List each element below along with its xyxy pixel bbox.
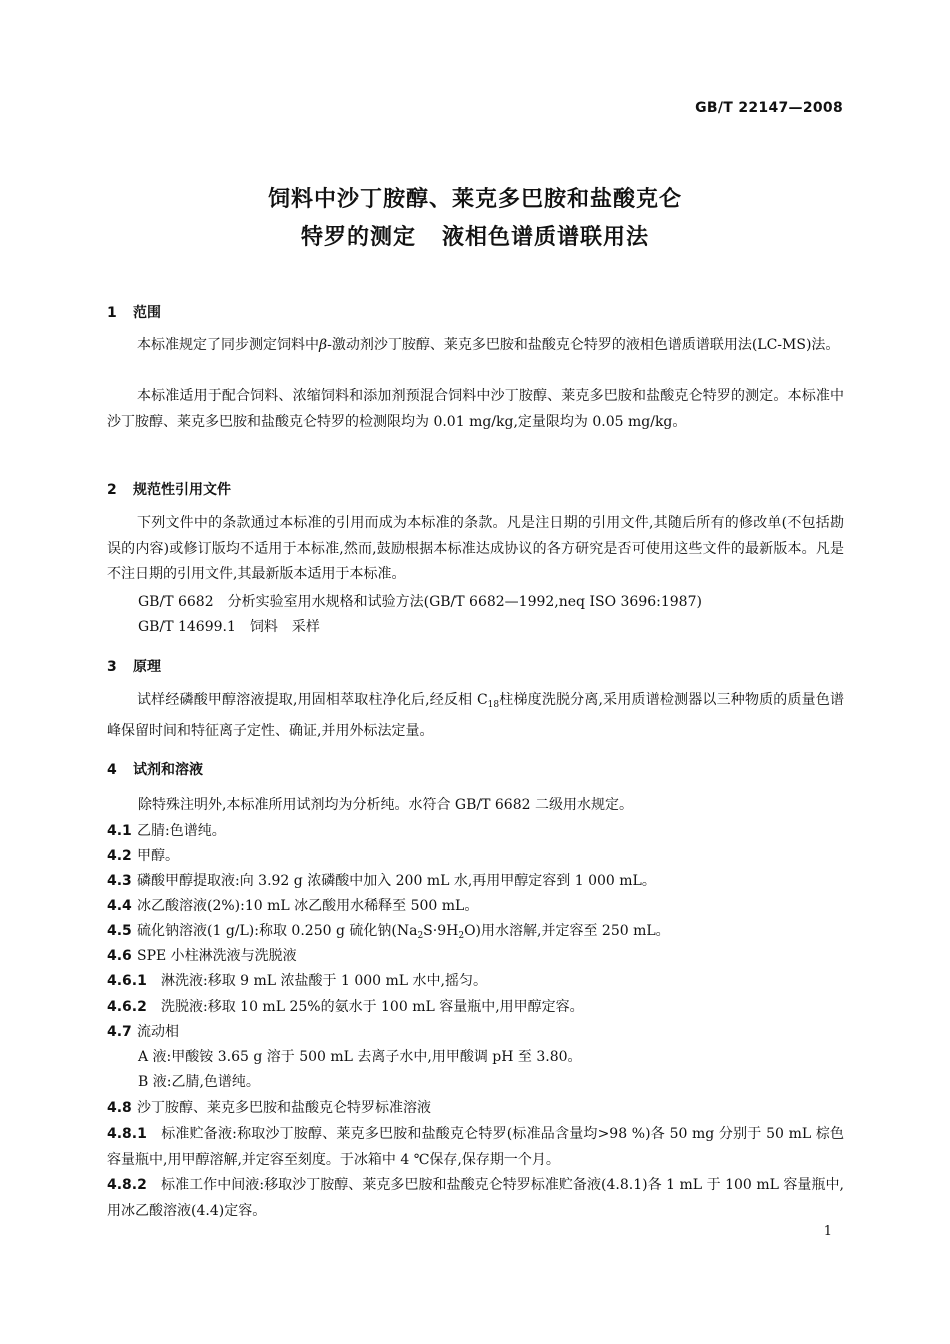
clause-4-6-1 (107, 970, 844, 990)
clause-4-6 (107, 945, 844, 965)
normative-reference-2: GB/T 14699.1 饲料 采样 (138, 619, 320, 635)
normative-reference-1: GB/T 6682 分析实验室用水规格和试验方法(GB/T 6682—1992,neq ISO 3696:1987) (138, 594, 702, 610)
clause-number: 4.8 (107, 1100, 132, 1116)
clause-text: 磷酸甲醇提取液:向 3.92 g 浓磷酸中加入 200 mL 水,再用甲醇定容到 1 000 mL。 (137, 873, 656, 889)
clause-text: 淋洗液:移取 9 mL 浓盐酸于 1 000 mL 水中,摇匀。 (161, 973, 487, 989)
beta-symbol: β (319, 337, 328, 353)
section-title: 试剂和溶液 (133, 762, 203, 778)
mobile-phase-a: A 液:甲酸铵 3.65 g 溶于 500 mL 去离子水中,用甲酸调 pH 至 3.80。 (138, 1049, 582, 1065)
section-2-paragraph-1: 下列文件中的条款通过本标准的引用而成为本标准的条款。凡是注日期的引用文件,其随后所有的修改单(不包括勘误的内容)或修订版均不适用于本标准,然而,鼓励根据本标准达成协议的各方研究是否可使用这些文件的最新版本。凡是不注日期的引用文件,其最新版本适用于本标准。 (107, 515, 844, 582)
document-title-line-2 (0, 220, 950, 251)
clause-4-1 (107, 820, 844, 840)
section-3-paragraph-1 (107, 688, 844, 744)
clause-4-8-1 (107, 1122, 844, 1173)
section-title: 规范性引用文件 (133, 482, 231, 498)
clause-number: 4.4 (107, 898, 132, 914)
clause-number: 4.6.2 (107, 999, 147, 1015)
clause-4-8-2 (107, 1173, 844, 1224)
clause-number: 4.8.1 (107, 1126, 147, 1142)
text: 试样经磷酸甲醇溶液提取,用固相萃取柱净化后,经反相 C (137, 692, 488, 708)
section-4-heading (107, 759, 203, 779)
clause-4-5 (107, 920, 844, 941)
clause-text: 流动相 (137, 1024, 179, 1040)
section-2-heading (107, 479, 231, 499)
clause-text: 冰乙酸溶液(2%):10 mL 冰乙酸用水稀释至 500 mL。 (137, 898, 479, 914)
clause-number: 4.5 (107, 923, 132, 939)
clause-4-2 (107, 845, 844, 865)
clause-number: 4.3 (107, 873, 132, 889)
clause-number: 4.7 (107, 1024, 132, 1040)
clause-number: 4.6 (107, 948, 132, 964)
clause-number: 4.6.1 (107, 973, 147, 989)
section-number: 1 (107, 305, 117, 321)
text: 柱梯度洗脱分离,采用质谱检测器以三种物质的质量色谱峰保留时间和特征离子定性、确证,并用外标法定量。 (107, 692, 845, 739)
clause-4-4 (107, 895, 844, 915)
section-3-heading (107, 656, 161, 676)
page-number: 1 (823, 1224, 832, 1239)
section-title: 范围 (133, 305, 161, 321)
text: -激动剂沙丁胺醇、莱克多巴胺和盐酸克仑特罗的液相色谱质谱联用法(LC-MS)法。 (327, 337, 840, 353)
clause-text: 硫化钠溶液(1 g/L):称取 0.250 g 硫化钠(Na (137, 923, 418, 939)
clause-text: 标准工作中间液:移取沙丁胺醇、莱克多巴胺和盐酸克仑特罗标准贮备液(4.8.1)各 1 mL 于 100 mL 容量瓶中,用冰乙酸溶液(4.4)定容。 (107, 1177, 844, 1219)
clause-text: 洗脱液:移取 10 mL 25%的氨水于 100 mL 容量瓶中,用甲醇定容。 (161, 999, 584, 1015)
clause-text: SPE 小柱淋洗液与洗脱液 (137, 948, 297, 964)
section-title: 原理 (133, 659, 161, 675)
text: 本标准规定了同步测定饲料中 (137, 337, 319, 353)
subscript: 2 (458, 931, 465, 941)
section-number: 3 (107, 659, 117, 675)
clause-4-7 (107, 1021, 844, 1041)
section-4-intro: 除特殊注明外,本标准所用试剂均为分析纯。水符合 GB/T 6682 二级用水规定。 (138, 797, 633, 813)
clause-number: 4.1 (107, 823, 132, 839)
clause-4-3 (107, 870, 844, 890)
section-number: 4 (107, 762, 117, 778)
subscript: 18 (487, 700, 500, 710)
clause-text: 乙腈:色谱纯。 (137, 823, 226, 839)
section-number: 2 (107, 482, 117, 498)
clause-number: 4.8.2 (107, 1177, 147, 1193)
standard-code: GB/T 22147—2008 (695, 100, 843, 116)
section-1-heading (107, 302, 161, 322)
clause-text: S·9H (423, 923, 459, 939)
clause-number: 4.2 (107, 848, 132, 864)
section-1-paragraph-2: 本标准适用于配合饲料、浓缩饲料和添加剂预混合饲料中沙丁胺醇、莱克多巴胺和盐酸克仑特罗的测定。本标准中沙丁胺醇、莱克多巴胺和盐酸克仑特罗的检测限均为 0.01 mg/kg,定量限均为 0.05 mg/kg。 (107, 388, 844, 430)
title-part-a: 特罗的测定 (300, 225, 416, 250)
clause-text: 甲醇。 (137, 848, 179, 864)
mobile-phase-b: B 液:乙腈,色谱纯。 (138, 1074, 260, 1090)
clause-text: 标准贮备液:称取沙丁胺醇、莱克多巴胺和盐酸克仑特罗(标准品含量均>98 %)各 50 mg 分别于 50 mL 棕色容量瓶中,用甲醇溶解,并定容至刻度。于冰箱中 4 ℃保存,保存期一个月。 (107, 1126, 844, 1168)
clause-text: 沙丁胺醇、莱克多巴胺和盐酸克仑特罗标准溶液 (137, 1100, 431, 1116)
section-1-paragraph-1 (107, 333, 844, 359)
clause-4-8 (107, 1097, 844, 1117)
document-title-line-1: 饲料中沙丁胺醇、莱克多巴胺和盐酸克仑 (267, 187, 682, 212)
subscript: 2 (417, 931, 424, 941)
clause-text: O)用水溶解,并定容至 250 mL。 (464, 923, 670, 939)
clause-4-6-2 (107, 996, 844, 1016)
title-part-b: 液相色谱质谱联用法 (442, 225, 650, 250)
